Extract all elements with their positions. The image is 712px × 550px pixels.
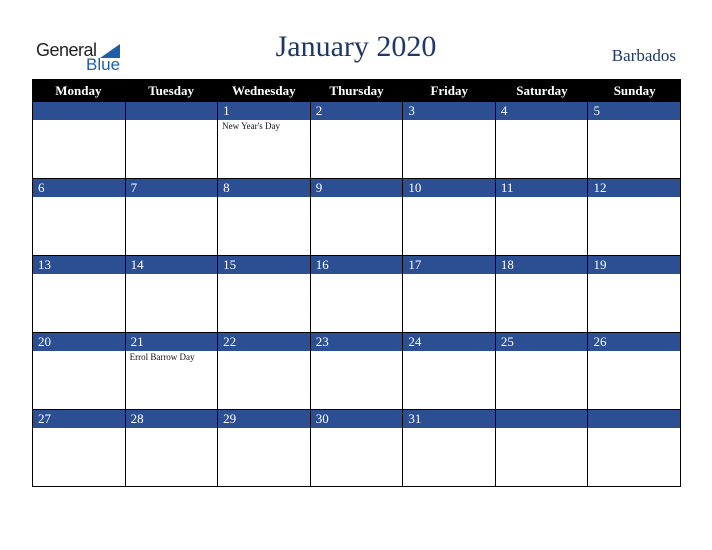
holiday-label [588, 197, 680, 199]
day-number [33, 102, 125, 120]
holiday-label [403, 197, 495, 199]
day-number [496, 410, 588, 428]
day-cell[interactable] [311, 410, 404, 487]
day-cell[interactable] [33, 410, 126, 487]
day-cell[interactable] [33, 256, 126, 333]
day-cell[interactable] [33, 333, 126, 410]
day-cell[interactable] [126, 256, 219, 333]
holiday-label [403, 428, 495, 430]
day-number: 8 [218, 179, 310, 197]
day-cell[interactable] [588, 333, 681, 410]
weekday-header-row [32, 79, 681, 102]
day-cell[interactable] [403, 410, 496, 487]
logo-general-text: General [36, 40, 97, 60]
holiday-label [311, 197, 403, 199]
day-number: 14 [126, 256, 218, 274]
day-number: 3 [403, 102, 495, 120]
holiday-label [218, 274, 310, 276]
holiday-label [218, 197, 310, 199]
day-number: 21 [126, 333, 218, 351]
day-number [126, 102, 218, 120]
holiday-label [33, 428, 125, 430]
day-number: 1 [218, 102, 310, 120]
day-cell[interactable] [311, 333, 404, 410]
day-cell[interactable] [126, 410, 219, 487]
week-row [32, 179, 681, 256]
day-number: 13 [33, 256, 125, 274]
day-cell[interactable] [218, 256, 311, 333]
weeks-container [32, 102, 681, 487]
day-number: 22 [218, 333, 310, 351]
holiday-label [126, 197, 218, 199]
day-cell[interactable] [403, 333, 496, 410]
calendar-title: January 2020 [275, 30, 437, 63]
day-number: 5 [588, 102, 680, 120]
day-number: 4 [496, 102, 588, 120]
day-cell[interactable] [588, 410, 681, 487]
holiday-label [403, 120, 495, 122]
weekday-header: Thursday [329, 82, 384, 98]
day-number: 2 [311, 102, 403, 120]
day-number: 29 [218, 410, 310, 428]
holiday-label [218, 428, 310, 430]
day-cell[interactable] [496, 410, 589, 487]
holiday-label: Errol Barrow Day [129, 352, 195, 362]
day-cell[interactable] [496, 179, 589, 256]
day-cell[interactable] [496, 256, 589, 333]
day-cell[interactable] [33, 179, 126, 256]
day-number: 7 [126, 179, 218, 197]
day-number: 28 [126, 410, 218, 428]
day-number: 10 [403, 179, 495, 197]
holiday-label [496, 197, 588, 199]
day-cell[interactable] [33, 102, 126, 179]
holiday-label [33, 351, 125, 353]
holiday-label [311, 351, 403, 353]
weekday-header: Wednesday [232, 82, 296, 98]
day-number: 9 [311, 179, 403, 197]
day-cell[interactable] [126, 102, 219, 179]
day-cell[interactable] [588, 179, 681, 256]
day-cell[interactable] [496, 102, 589, 179]
day-number: 12 [588, 179, 680, 197]
holiday-label [588, 274, 680, 276]
day-number: 15 [218, 256, 310, 274]
day-number: 25 [496, 333, 588, 351]
holiday-label [588, 428, 680, 430]
holiday-label [126, 274, 218, 276]
week-row [32, 102, 681, 179]
day-cell[interactable] [311, 102, 404, 179]
holiday-label [311, 120, 403, 122]
day-cell[interactable] [218, 102, 311, 179]
weekday-header: Sunday [613, 82, 656, 98]
day-number: 26 [588, 333, 680, 351]
holiday-label [311, 428, 403, 430]
day-cell[interactable] [218, 333, 311, 410]
day-cell[interactable] [218, 179, 311, 256]
day-cell[interactable] [496, 333, 589, 410]
day-cell[interactable] [311, 179, 404, 256]
calendar-grid [32, 79, 681, 487]
holiday-label [496, 428, 588, 430]
day-cell[interactable] [588, 102, 681, 179]
day-cell[interactable] [403, 102, 496, 179]
holiday-label: New Year's Day [222, 121, 281, 131]
holiday-label [33, 197, 125, 199]
holiday-label [496, 120, 588, 122]
day-number: 6 [33, 179, 125, 197]
logo-blue-text: Blue [86, 55, 121, 74]
holiday-label [311, 274, 403, 276]
day-number: 27 [33, 410, 125, 428]
week-row [32, 333, 681, 410]
day-number: 31 [403, 410, 495, 428]
holiday-label [496, 274, 588, 276]
day-cell[interactable] [218, 410, 311, 487]
day-cell[interactable] [311, 256, 404, 333]
holiday-label [126, 120, 218, 122]
day-number [588, 410, 680, 428]
holiday-label [588, 351, 680, 353]
day-number: 30 [311, 410, 403, 428]
day-number: 20 [33, 333, 125, 351]
weekday-header: Tuesday [148, 82, 194, 98]
holiday-label [33, 274, 125, 276]
day-number: 16 [311, 256, 403, 274]
holiday-label [588, 120, 680, 122]
day-number: 17 [403, 256, 495, 274]
day-cell[interactable] [403, 179, 496, 256]
week-row [32, 256, 681, 333]
weekday-header: Saturday [516, 82, 568, 98]
holiday-label [403, 351, 495, 353]
day-number: 23 [311, 333, 403, 351]
weekday-header: Friday [430, 82, 469, 98]
day-number: 19 [588, 256, 680, 274]
holiday-label [496, 351, 588, 353]
holiday-label [126, 428, 218, 430]
week-row [32, 410, 681, 487]
day-cell[interactable] [588, 256, 681, 333]
holiday-label [218, 351, 310, 353]
day-cell[interactable] [403, 256, 496, 333]
holiday-label [403, 274, 495, 276]
holiday-label [33, 120, 125, 122]
day-cell[interactable] [126, 179, 219, 256]
day-number: 11 [496, 179, 588, 197]
country-label: Barbados [611, 46, 676, 65]
day-number: 24 [403, 333, 495, 351]
day-number: 18 [496, 256, 588, 274]
weekday-header: Monday [55, 82, 102, 98]
day-cell[interactable] [126, 333, 219, 410]
